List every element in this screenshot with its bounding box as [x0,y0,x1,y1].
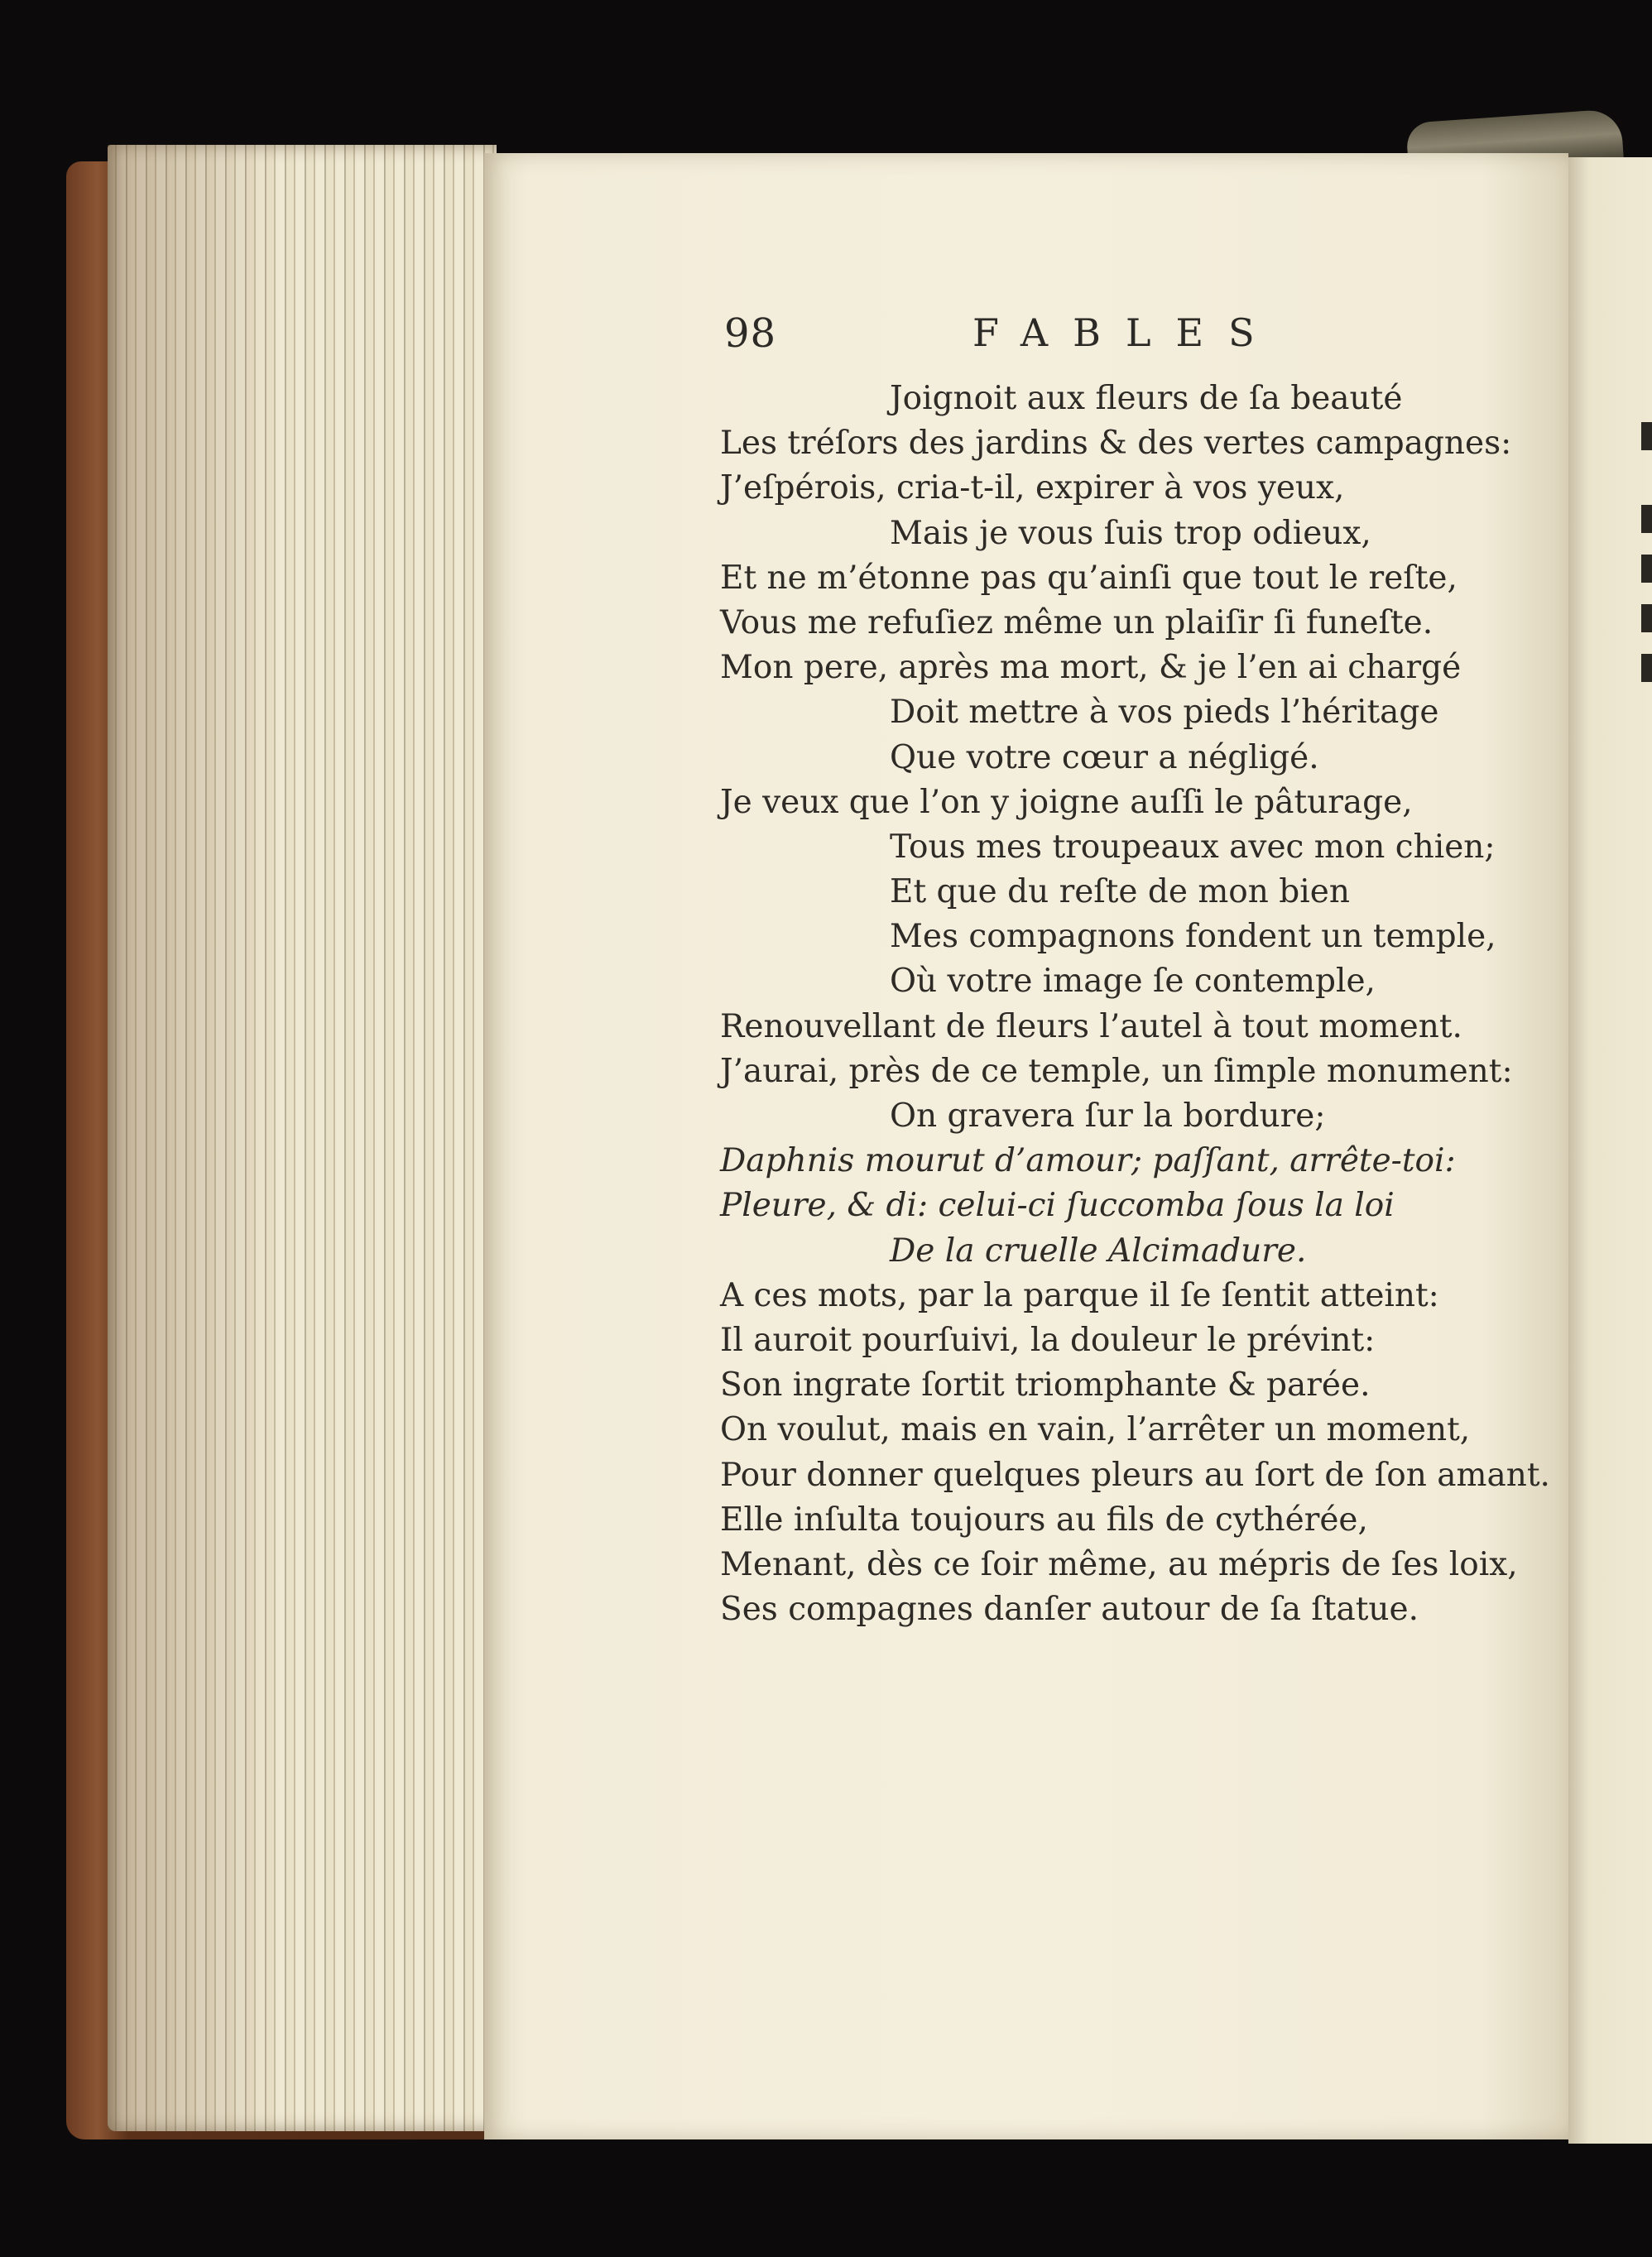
verse-line: Il auroit pourſuivi, la douleur le prévint: [720,1321,1376,1359]
verse-line: Ses compagnes danſer autour de ſa ſtatue. [720,1591,1419,1629]
verse-line: Daphnis mourut d’amour; paſſant, arrête-toi: [720,1142,1456,1180]
verse-line: A ces mots, par la parque il ſe ſentit atteint: [720,1276,1439,1314]
verse-line: Joignoit aux fleurs de ſa beauté [890,380,1403,417]
verse-line: Mes compagnons fondent un temple, [890,918,1496,956]
verse-line: On voulut, mais en vain, l’arrêter un moment, [720,1411,1471,1449]
verse-line: Vous me refuſiez même un plaiſir ſi funeſte. [720,603,1433,641]
verse-line: Les tréſors des jardins & des vertes campagnes: [720,425,1512,463]
verse-line: Elle inſulta toujours au fils de cythérée, [720,1501,1368,1539]
verse-line: Que votre cœur a négligé. [890,738,1319,776]
verse-line: Tous mes troupeaux avec mon chien; [890,828,1496,866]
verse-line: Mon pere, après ma mort, & je l’en ai chargé [720,649,1462,687]
verse-line: Mais je vous ſuis trop odieux, [890,514,1371,552]
page-number: 98 [724,310,777,357]
verse-line: Pleure, & di: celui-ci ſuccomba ſous la loi [720,1187,1395,1225]
verse-line: Où votre image ſe contemple, [890,963,1376,1001]
verse-line: Menant, dès ce ſoir même, au mépris de ſes loix, [720,1545,1518,1583]
verse-line: Pour donner quelques pleurs au ſort de ſon amant. [720,1456,1550,1494]
page-header [484,310,1568,377]
verse-line: De la cruelle Alcimadure. [890,1232,1307,1270]
facing-page-glyph [1641,555,1652,583]
verse-line: Et que du reſte de mon bien [890,873,1350,911]
book-page [484,153,1568,2139]
verse-line: J’aurai, près de ce temple, un ſimple monument: [720,1052,1513,1090]
verse-line: Renouvellant de fleurs l’autel à tout moment. [720,1007,1462,1045]
verse-line: Doit mettre à vos pieds l’héritage [890,694,1439,732]
verse-line: Son ingrate ſortit triomphante & parée. [720,1366,1371,1405]
facing-page-glyph [1641,422,1652,450]
verse-body [484,377,1568,1632]
facing-page-glyph [1641,654,1652,682]
facing-page-glyph [1641,505,1652,533]
page-stack-shadow [108,145,356,2131]
facing-page-glyph [1641,604,1652,632]
verse-line: On gravera ſur la bordure; [890,1097,1326,1135]
verse-line: J’eſpérois, cria-t-il, expirer à vos yeux, [720,469,1345,507]
verse-line: Je veux que l’on y joigne auſſi le pâturage, [720,783,1413,821]
facing-page-edge [1568,157,1652,2144]
verse-line: Et ne m’étonne pas qu’ainſi que tout le reſte, [720,559,1458,597]
running-title: FABLES [972,310,1280,355]
